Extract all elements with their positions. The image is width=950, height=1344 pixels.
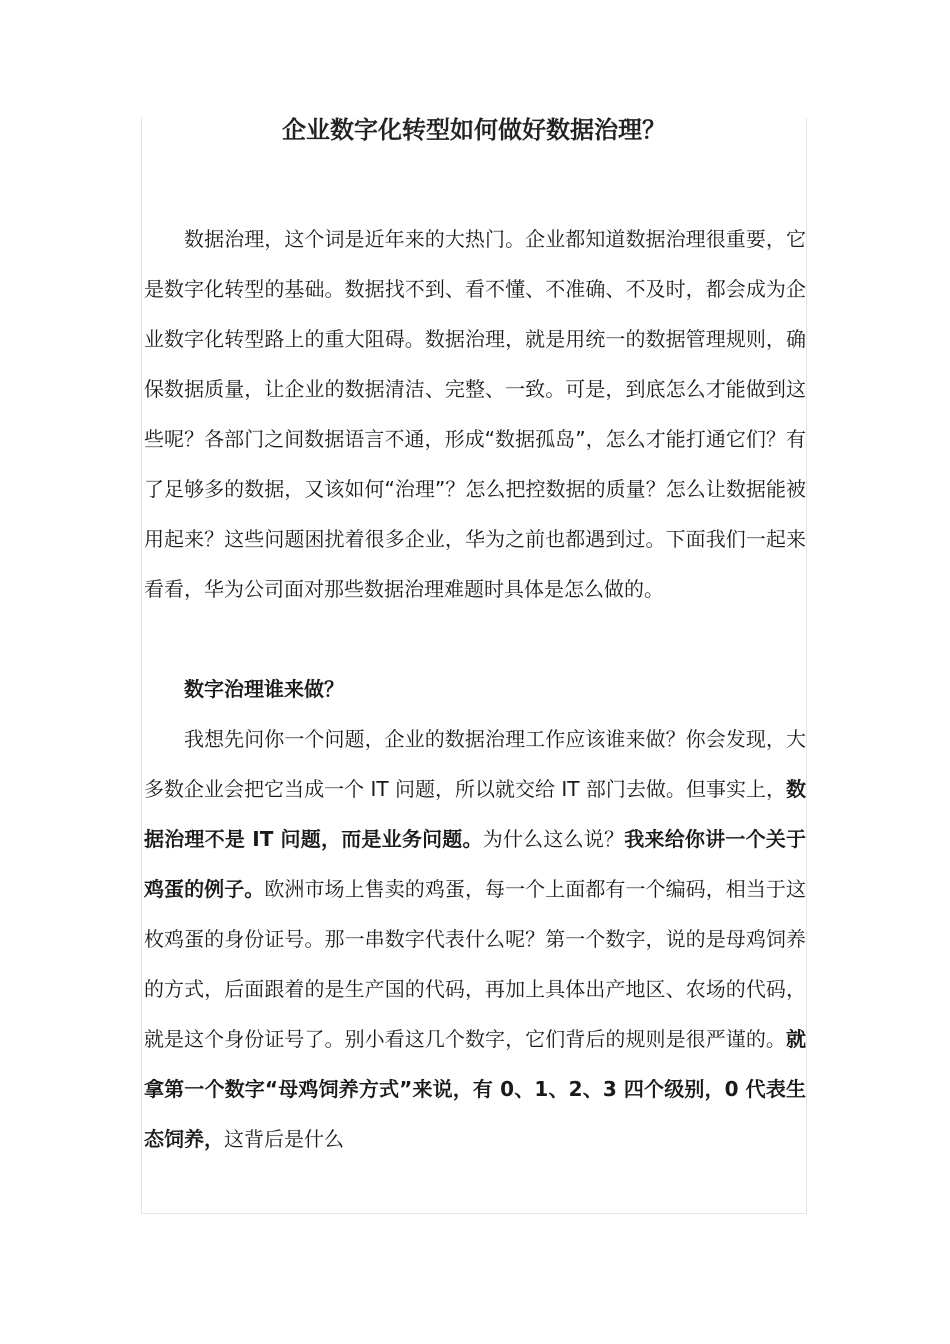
section-heading: 数字治理谁来做？ (184, 677, 344, 701)
text-run: 我想先问你一个问题，企业的数据治理工作应该谁来做？你会发现，大多数企业会把它当成一个 IT 问题，所以就交给 IT 部门去做。但事实上， (144, 727, 806, 801)
section-paragraph (144, 714, 806, 1164)
document-body (144, 214, 806, 1164)
text-run: 这背后是什么 (224, 1127, 344, 1151)
bold-text-run: 就拿第一个数字“母鸡饲养方式”来说，有 0、1、2、3 四个级别，0 代表生态饲养， (144, 1027, 806, 1151)
bold-text-run: 数据治理不是 IT 问题，而是业务问题。 (144, 777, 806, 851)
text-run: 为什么这么说？ (482, 827, 625, 851)
text-run: 欧洲市场上售卖的鸡蛋，每一个上面都有一个编码，相当于这枚鸡蛋的身份证号。那一串数字代表什么呢？第一个数字，说的是母鸡饲养的方式，后面跟着的是生产国的代码，再加上具体出产地区、农场的代码，就是这个身份证号了。别小看这几个数字，它们背后的规则是很严谨的。 (144, 877, 806, 1051)
document-title: 企业数字化转型如何做好数据治理？ (282, 116, 666, 144)
intro-paragraph: 数据治理，这个词是近年来的大热门。企业都知道数据治理很重要，它是数字化转型的基础。数据找不到、看不懂、不准确、不及时，都会成为企业数字化转型路上的重大阻碍。数据治理，就是用统一的数据管理规则，确保数据质量，让企业的数据清洁、完整、一致。可是，到底怎么才能做到这些呢？各部门之间数据语言不通，形成“数据孤岛”，怎么才能打通它们？有了足够多的数据，又该如何“治理”？怎么把控数据的质量？怎么让数据能被用起来？这些问题困扰着很多企业，华为之前也都遇到过。下面我们一起来看看，华为公司面对那些数据治理难题时具体是怎么做的。 (144, 227, 806, 601)
paragraph-spacer (144, 614, 806, 664)
bold-text-run: 我来给你讲一个关于鸡蛋的例子。 (144, 827, 807, 901)
